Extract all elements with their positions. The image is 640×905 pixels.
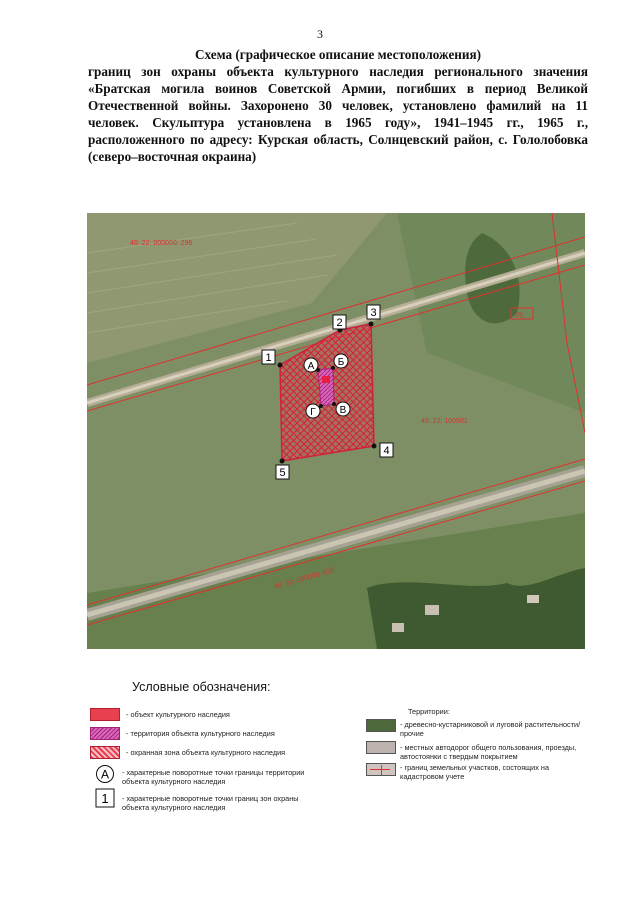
territory-point-label-v: В bbox=[339, 405, 347, 416]
document-heading bbox=[88, 46, 588, 165]
parcel-label-296: 46: 22: 000000: 296 bbox=[130, 240, 193, 247]
territory-point-label-a: А bbox=[307, 361, 315, 372]
cadastral-map bbox=[87, 213, 585, 649]
territory-point-label-b: Б bbox=[337, 357, 345, 368]
legend-swatch-zone bbox=[90, 746, 120, 759]
heritage-object bbox=[322, 376, 330, 383]
legend-item-territory: - территория объекта культурного наследия bbox=[126, 729, 275, 738]
legend-symbol-circle bbox=[95, 764, 115, 784]
legend-item-zone: - охранная зона объекта культурного наследия bbox=[126, 748, 286, 757]
legend-item-object: - объект культурного наследия bbox=[126, 710, 230, 719]
zone-point-label-4: 4 bbox=[383, 445, 390, 457]
zone-point-3 bbox=[369, 322, 374, 327]
legend-swatch-parcels bbox=[366, 763, 396, 776]
legend-item-territory-points: - характерные поворотные точки границы территории объекта культурного наследия bbox=[122, 768, 305, 786]
legend-symbol-square bbox=[95, 788, 115, 808]
parcel-label-530: 46: 22: 000000: 530 bbox=[273, 567, 336, 591]
legend-swatch-territory bbox=[90, 727, 120, 740]
building bbox=[527, 595, 539, 603]
zone-point-label-5: 5 bbox=[279, 467, 286, 479]
legend-territories-title: Территории: bbox=[408, 707, 450, 716]
territory-point-g bbox=[319, 404, 323, 408]
parcel-label-29: 29 bbox=[515, 312, 523, 319]
zone-point-5 bbox=[280, 459, 285, 464]
territory-point-b bbox=[331, 366, 335, 370]
territory-point-v bbox=[332, 402, 336, 406]
legend-symbol-a: А bbox=[100, 767, 110, 782]
heading-text: границ зон охраны объекта культурного наследия регионального значения «Братская могила воинов Советской Армии, погибших в период Великой Отечественной войны. Захоронено 30 человек, установлено фамилий на 11 человек. Скульптура установлена в 1965 году», 1941–1945 гг., 1965 г., расположенного по адресу: Курская область, Солнцевский район, с. Гололобовка (северо–восточная окраина) bbox=[88, 64, 588, 164]
zone-point-label-2: 2 bbox=[336, 317, 343, 329]
territory-point-label-g: Г bbox=[310, 407, 316, 418]
map-svg bbox=[87, 213, 585, 649]
legend-swatch-roads bbox=[366, 741, 396, 754]
zone-point-1 bbox=[278, 363, 283, 368]
legend-item-zone-points: - характерные поворотные точки границ зон охраны объекта культурного наследия bbox=[122, 794, 299, 812]
legend-item-parcels: - границ земельных участков, состоящих на кадастровом учете bbox=[400, 763, 550, 781]
legend-swatch-object bbox=[90, 708, 120, 721]
legend-swatch-vegetation bbox=[366, 719, 396, 732]
legend-title: Условные обозначения: bbox=[132, 680, 271, 694]
zone-point-4 bbox=[372, 444, 377, 449]
heritage-territory bbox=[318, 368, 334, 406]
parcel-label-100501: 46: 22: 100501 bbox=[421, 418, 468, 425]
legend-symbol-1: 1 bbox=[101, 791, 109, 806]
legend-item-roads: - местных автодорог общего пользования, проезды, автостоянки с твердым покрытием bbox=[400, 743, 577, 761]
zone-point-label-3: 3 bbox=[370, 307, 377, 319]
building bbox=[392, 623, 404, 632]
page-number: 3 bbox=[317, 27, 323, 41]
legend-item-vegetation: - древесно-кустарниковой и луговой растительности/прочие bbox=[400, 720, 581, 738]
heading-title: Схема (графическое описание местоположения) bbox=[194, 47, 482, 62]
building bbox=[425, 605, 439, 615]
zone-point-label-1: 1 bbox=[265, 352, 272, 364]
